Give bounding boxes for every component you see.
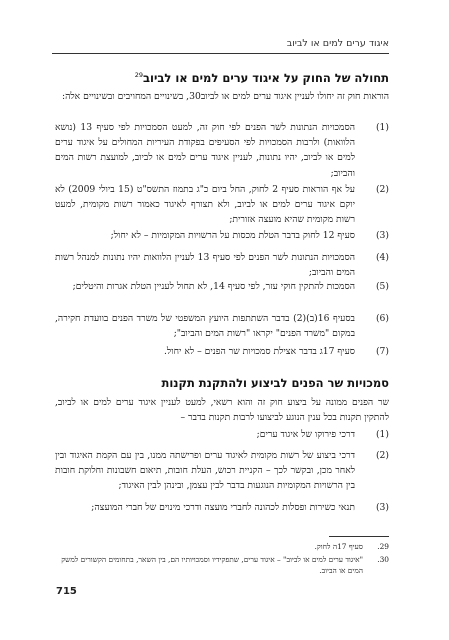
footnote-text: "איגוד ערים למים או לביוב" – איגוד ערים, שתפקידיו וסמכויותיו הם, בין השאר, בתחומים הקשורים למשק המים או הביוב.: [61, 555, 363, 575]
item-text: סעיף 12 לחוק בדבר הטלת מכסות על הרשויות המקומיות – לא יחול;: [110, 230, 355, 241]
item-number: (3): [375, 230, 389, 241]
section2-heading: סמכויות שר הפנים לביצוע ולהתקנת תקנות: [161, 376, 389, 390]
list-item: [55, 250, 389, 280]
section1-heading: [55, 72, 389, 84]
header-rule: [52, 53, 389, 54]
item-number: (2): [375, 450, 389, 461]
footnote: [55, 554, 389, 576]
footnote-number: 30.: [377, 555, 389, 564]
footnote-text: סעיף 17ה לחוק.: [314, 542, 363, 551]
item-number: (1): [375, 429, 389, 440]
list-item: [55, 228, 389, 243]
item-number: (6): [375, 313, 389, 324]
list-item: [55, 500, 389, 515]
footnote: [55, 541, 389, 552]
footnote-ref-29: 29: [134, 71, 143, 79]
footnote-separator: [329, 536, 389, 537]
item-number: (5): [375, 281, 389, 292]
item-number: (7): [375, 346, 389, 357]
item-text: הסמכות להתקין חוקי עזר, לפי סעיף 14, לא תחול לעניין הטלת אגרות והיטלים;: [72, 281, 355, 292]
item-number: (3): [375, 502, 389, 513]
item-text: סעיף 17ג בדבר אצילת סמכויות שר הפנים – לא יחול.: [164, 346, 355, 357]
item-text: דרכי ביצוע של רשות מקומית לאיגוד ערים ופרישתה ממנו, בין עם הקמת האיגוד ובין לאחר מכן, ובקשר לכך – הקניית רכוש, העלת חובות, תיאום חשבונות וחלוקת חובות בין הרשויות המקומיות הנוגעות בדבר לבין עצמן, ובינהן לבין האיגוד;: [55, 450, 355, 492]
list-item: [55, 279, 389, 294]
list-item: [55, 120, 389, 181]
section1-title: תחולה של החוק על איגוד ערים למים או לביוב: [143, 70, 389, 85]
running-header: איגוד ערים למים או לביוב: [286, 38, 389, 49]
item-text: על אף הוראות סעיף 2 לחוק, החל ביום כ"ג בתמוז התשס"ט (15 ביולי 2009) לא יוקם איגוד ערים למים או לביוב, ולא תצורף לאיגוד כאמור רשות מקומית, למעט רשות מקומית שהיא מועצה אזורית;: [55, 184, 355, 226]
list-item: [55, 427, 389, 442]
list-item: [55, 311, 389, 341]
item-number: (2): [375, 184, 389, 195]
item-text: דרכי פירוקו של איגוד ערים;: [256, 429, 355, 440]
item-number: (4): [375, 252, 389, 263]
list-item: [55, 182, 389, 228]
section2-intro: שר הפנים ממונה על ביצוע חוק זה והוא רשאי, למעט לעניין איגוד ערים למים או לביוב, להתקין תקנות בכל ענין הנוגע לביצועו לרבות תקנות בדבר –: [55, 397, 389, 424]
page-number: 715: [56, 586, 77, 597]
section1-intro: הוראות חוק זה יחולו לעניין איגוד ערים למים או לביוב30, בשינויים המחויבים ובשינויים אלה:: [62, 91, 389, 102]
item-text: תנאי כשירות ופסלות לכהונה לחברי מועצה ודרכי מינוים של חברי המועצה;: [91, 502, 355, 513]
list-item: [55, 344, 389, 359]
item-text: הסמכויות הנתונות לשר הפנים לפי סעיף 13 לעניין הלוואות יהיו נתונות למנהל רשות המים והביוב;: [55, 252, 356, 279]
item-text: הסמכויות הנתונות לשר הפנים לפי חוק זה, למעט הסמכויות לפי סעיף 13 (נושא הלוואות) ולרבות הסמכויות לפי הסעיפים בפקודת העיריות המחולים על איגוד ערים למים או לביוב, יהיו נתונות, לעניין איגוד ערים למים או לביוב, למועצת רשות המים והביוב;: [55, 122, 355, 179]
item-text: בסעיף 16(ב)(2) בדבר השתתפות היועץ המשפטי של משרד הפנים בוועדת חקירה, במקום "משרד הפנים" יקראו "רשות המים והביוב";: [55, 313, 355, 340]
footnote-number: 29.: [377, 542, 389, 551]
item-number: (1): [375, 122, 389, 133]
list-item: [55, 448, 389, 494]
